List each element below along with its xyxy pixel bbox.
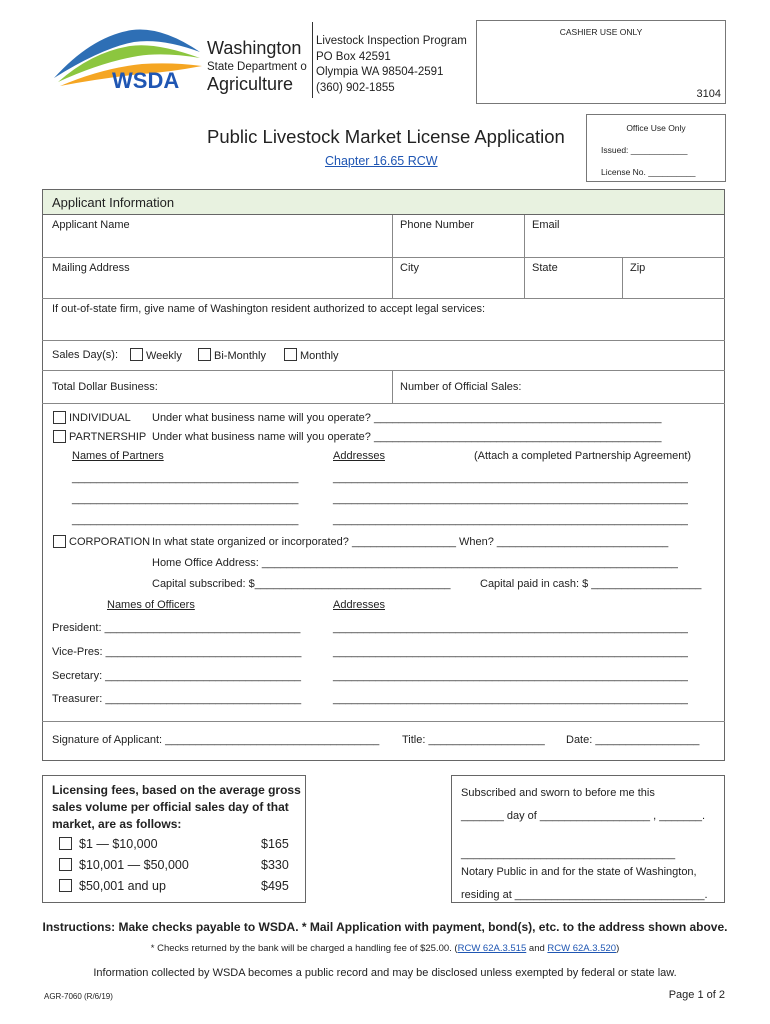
out-of-state-field[interactable]: If out-of-state firm, give name of Washington resident authorized to accept legal services: bbox=[52, 303, 486, 315]
row-divider bbox=[42, 370, 725, 371]
partner-name-field[interactable]: _____________________________________ bbox=[72, 514, 299, 526]
officer-addresses-header: Addresses bbox=[333, 599, 385, 611]
state-field[interactable]: State bbox=[532, 262, 558, 274]
col-divider bbox=[392, 215, 393, 298]
weekly-option[interactable]: Weekly bbox=[130, 348, 182, 362]
instructions: Instructions: Make checks payable to WSDA. * Mail Application with payment, bond(s), etc. to the address shown above. bbox=[42, 920, 728, 934]
partnership-label: PARTNERSHIP bbox=[69, 431, 147, 443]
fee-tier-range: $50,001 and up bbox=[79, 879, 166, 893]
attach-note: (Attach a completed Partnership Agreement) bbox=[474, 450, 692, 462]
bimonthly-checkbox[interactable] bbox=[198, 348, 211, 361]
bimonthly-option[interactable]: Bi-Monthly bbox=[198, 348, 266, 362]
email-field[interactable]: Email bbox=[532, 219, 560, 231]
rcw-515-link[interactable]: RCW 62A.3.515 bbox=[457, 943, 527, 954]
monthly-checkbox[interactable] bbox=[284, 348, 297, 361]
secretary-field[interactable]: Secretary: ________________________________ bbox=[52, 670, 301, 682]
signature-field[interactable]: Signature of Applicant: ___________________________________ bbox=[52, 734, 380, 746]
partner-name-field[interactable]: _____________________________________ bbox=[72, 472, 299, 484]
home-office-field[interactable]: Home Office Address: ____________________________________________________________________ bbox=[152, 557, 678, 569]
notary-residing-field[interactable]: residing at _______________________________. bbox=[461, 889, 708, 901]
checks-note: * Checks returned by the bank will be charged a handling fee of $25.00. (RCW 62A.3.515 and RCW 62A.3.520) bbox=[150, 943, 620, 954]
partner-name-field[interactable]: _____________________________________ bbox=[72, 493, 299, 505]
partner-address-field[interactable]: __________________________________________________________ bbox=[333, 472, 688, 484]
notary-box bbox=[451, 775, 725, 903]
notary-date-field[interactable]: _______ day of __________________ , _______. bbox=[461, 810, 706, 822]
date-field[interactable]: Date: _________________ bbox=[566, 734, 700, 746]
fee-tier-amount: $495 bbox=[261, 879, 289, 893]
title-field[interactable]: Title: ___________________ bbox=[402, 734, 545, 746]
weekly-checkbox[interactable] bbox=[130, 348, 143, 361]
treasurer-field[interactable]: Treasurer: ________________________________ bbox=[52, 693, 302, 705]
col-divider bbox=[392, 370, 393, 403]
logo-divider bbox=[312, 22, 313, 98]
partnership-checkbox[interactable] bbox=[53, 430, 66, 443]
vice-president-field[interactable]: Vice-Pres: ________________________________ bbox=[52, 646, 302, 658]
fee-tier-checkbox[interactable] bbox=[59, 879, 72, 892]
chapter-link[interactable]: Chapter 16.65 RCW bbox=[325, 154, 438, 168]
corp-state-field[interactable]: In what state organized or incorporated? _________________ When? ____________________________ bbox=[152, 536, 669, 548]
agency-address: Livestock Inspection Program PO Box 42591 Olympia WA 98504-2591 (360) 902-1855 bbox=[316, 35, 467, 94]
fee-tier-amount: $330 bbox=[261, 858, 289, 872]
wsda-logo bbox=[52, 22, 307, 100]
office-use-box: Office Use Only Issued: ____________ License No. __________ bbox=[586, 114, 726, 182]
svg-text:Washington: Washington bbox=[207, 38, 302, 58]
officers-header: Names of Officers bbox=[107, 599, 195, 611]
phone-field[interactable]: Phone Number bbox=[400, 219, 474, 231]
partners-header: Names of Partners bbox=[72, 450, 164, 462]
partnership-business-name-field[interactable]: Under what business name will you operate? _______________________________________________ bbox=[152, 431, 662, 443]
vice-president-address-field[interactable]: __________________________________________________________ bbox=[333, 646, 688, 658]
sales-days-label: Sales Day(s): bbox=[52, 349, 119, 361]
corporation-label: CORPORATION bbox=[69, 536, 151, 548]
form-number: 3104 bbox=[696, 88, 721, 100]
notary-sworn-text: Subscribed and sworn to before me this bbox=[461, 787, 655, 799]
applicant-name-field[interactable]: Applicant Name bbox=[52, 219, 130, 231]
disclosure-note: Information collected by WSDA becomes a public record and may be disclosed unless exempted by federal or state law. bbox=[93, 967, 677, 979]
page-title: Public Livestock Market License Application bbox=[207, 126, 565, 147]
col-divider bbox=[622, 257, 623, 298]
city-field[interactable]: City bbox=[400, 262, 419, 274]
total-dollar-field[interactable]: Total Dollar Business: bbox=[52, 381, 158, 393]
zip-field[interactable]: Zip bbox=[630, 262, 646, 274]
cashier-label: CASHIER USE ONLY bbox=[559, 27, 643, 37]
svg-text:WSDA: WSDA bbox=[112, 68, 180, 93]
partner-address-field[interactable]: __________________________________________________________ bbox=[333, 514, 688, 526]
partner-address-field[interactable]: __________________________________________________________ bbox=[333, 493, 688, 505]
addresses-header: Addresses bbox=[333, 450, 385, 462]
capital-subscribed-field[interactable]: Capital subscribed: $________________________________ bbox=[152, 578, 451, 590]
row-divider bbox=[42, 340, 725, 341]
president-field[interactable]: President: ________________________________ bbox=[52, 622, 301, 634]
notary-signature-field[interactable]: ___________________________________ bbox=[461, 848, 676, 860]
president-address-field[interactable]: __________________________________________________________ bbox=[333, 622, 688, 634]
fees-heading: Licensing fees, based on the average gross sales volume per official sales day of that market, are as follows: bbox=[52, 783, 301, 831]
individual-checkbox[interactable] bbox=[53, 411, 66, 424]
individual-label: INDIVIDUAL bbox=[69, 412, 131, 424]
svg-text:State Department of: State Department of bbox=[207, 61, 307, 73]
notary-public-text: Notary Public in and for the state of Washington, bbox=[461, 866, 697, 878]
form-id: AGR-7060 (R/6/19) bbox=[44, 992, 113, 1001]
num-sales-field[interactable]: Number of Official Sales: bbox=[400, 381, 522, 393]
monthly-option[interactable]: Monthly bbox=[284, 348, 339, 362]
mailing-address-field[interactable]: Mailing Address bbox=[52, 262, 130, 274]
business-name-field[interactable]: Under what business name will you operate? _______________________________________________ bbox=[152, 412, 662, 424]
fee-tier-range: $10,001 — $50,000 bbox=[79, 858, 189, 872]
col-divider bbox=[524, 215, 525, 298]
fee-tier-range: $1 — $10,000 bbox=[79, 837, 158, 851]
corporation-checkbox[interactable] bbox=[53, 535, 66, 548]
svg-text:Agriculture: Agriculture bbox=[207, 74, 294, 94]
rcw-520-link[interactable]: RCW 62A.3.520 bbox=[547, 943, 617, 954]
row-divider bbox=[42, 403, 725, 404]
row-divider bbox=[42, 721, 725, 722]
section-header: Applicant Information bbox=[42, 189, 725, 215]
fee-tier-checkbox[interactable] bbox=[59, 858, 72, 871]
row-divider bbox=[42, 298, 725, 299]
cashier-box bbox=[476, 20, 726, 104]
capital-paid-field[interactable]: Capital paid in cash: $ __________________ bbox=[480, 578, 702, 590]
page-number: Page 1 of 2 bbox=[668, 989, 725, 1001]
fees-box bbox=[42, 775, 306, 903]
fee-tier-amount: $165 bbox=[261, 837, 289, 851]
secretary-address-field[interactable]: __________________________________________________________ bbox=[333, 670, 688, 682]
treasurer-address-field[interactable]: __________________________________________________________ bbox=[333, 693, 688, 705]
fee-tier-checkbox[interactable] bbox=[59, 837, 72, 850]
